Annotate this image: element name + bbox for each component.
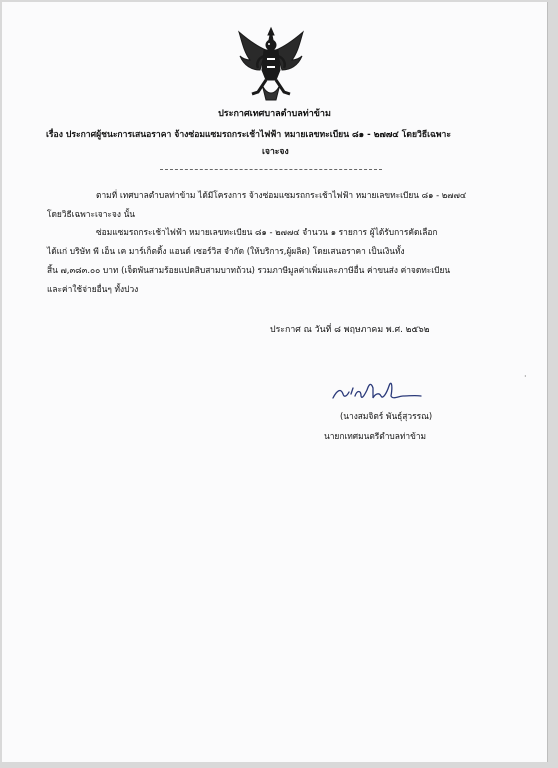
signer-name: (นางสมจิตร์ พันธุ์สุวรรณ) (340, 411, 433, 421)
announcement-title: ประกาศเทศบาลตำบลท่าข้าม (218, 109, 331, 119)
document-page (2, 2, 548, 762)
paragraph-2-line-1: ซ่อมแซมรถกระเช้าไฟฟ้า หมายเลขทะเบียน ๘๑ - ๒๗๗๔ จำนวน ๑ รายการ ผู้ได้รับการคัดเลือก (96, 227, 438, 237)
signature-icon (329, 374, 439, 408)
signer-position: นายกเทศมนตรีตำบลท่าข้าม (324, 431, 427, 441)
paragraph-1-line-1: ตามที่ เทศบาลตำบลท่าข้าม ได้มีโครงการ จ้างซ่อมแซมรถกระเช้าไฟฟ้า หมายเลขทะเบียน ๘๑ - ๒๗๗๔ (96, 190, 467, 200)
garuda-emblem-icon (236, 26, 306, 102)
paragraph-2-line-3: สิ้น ๗,๓๘๓.๐๐ บาท (เจ็ดพันสามร้อยแปดสิบสามบาทถ้วน) รวมภาษีมูลค่าเพิ่มและภาษีอื่น ค่าขนส่ง ค่าจดทะเบียน (47, 265, 451, 275)
subject-line: เรื่อง ประกาศผู้ชนะการเสนอราคา จ้างซ่อมแซมรถกระเช้าไฟฟ้า หมายเลขทะเบียน ๘๑ - ๒๗๗๔ โดยวิธีเฉพาะ (46, 130, 451, 140)
subject-line-continued: เจาะจง (262, 147, 289, 157)
divider (160, 169, 382, 170)
paragraph-2-line-2: ได้แก่ บริษัท พี เอ็น เค มาร์เก็ตติ้ง แอนด์ เซอร์วิส จำกัด (ให้บริการ,ผู้ผลิต) โดยเสนอราคา เป็นเงินทั้ง (47, 246, 405, 256)
paragraph-2-line-4: และค่าใช้จ่ายอื่นๆ ทั้งปวง (47, 284, 139, 294)
paragraph-1-line-2: โดยวิธีเฉพาะเจาะจง นั้น (47, 209, 136, 219)
announced-date: ประกาศ ณ วันที่ ๘ พฤษภาคม พ.ศ. ๒๕๖๒ (270, 325, 430, 335)
scan-mark: · (524, 372, 527, 381)
